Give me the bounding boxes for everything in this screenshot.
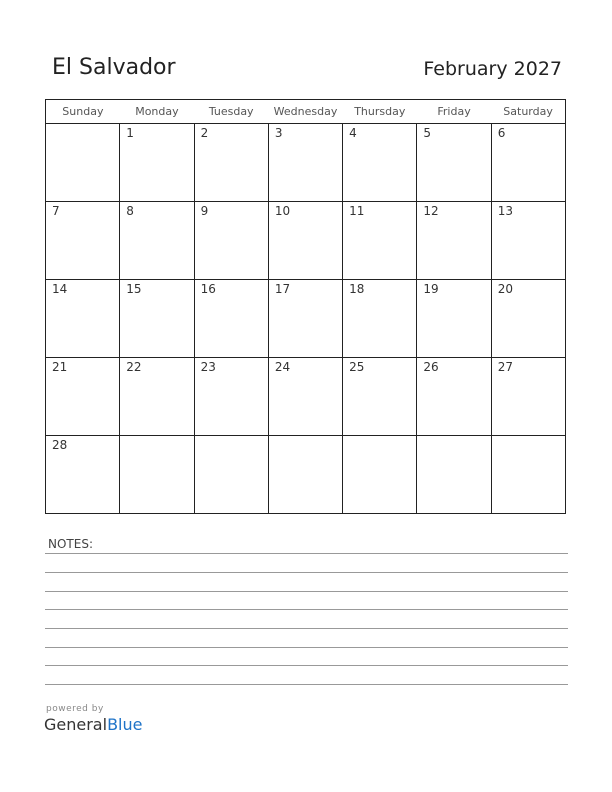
day-cell [194,358,268,436]
day-number: 5 [423,126,432,140]
day-number: 26 [423,360,439,374]
note-line [45,665,568,666]
day-cell [46,202,120,280]
day-number: 28 [52,438,68,452]
day-cell [268,358,342,436]
day-number: 9 [200,204,209,218]
day-number: 19 [423,282,439,296]
day-number: 10 [274,204,291,218]
day-number: 16 [200,282,216,296]
month-title: February 2027 [423,58,562,80]
day-number: 14 [52,282,68,296]
day-cell [343,124,417,202]
weekday-header-row [46,100,566,124]
day-cell [268,436,342,514]
day-cell [194,124,268,202]
day-cell [120,280,194,358]
notes-label: NOTES: [48,537,93,551]
week-row [46,358,566,436]
day-cell [120,436,194,514]
day-number: 20 [497,282,513,296]
brand-general: General [44,715,108,734]
note-line [45,684,568,685]
week-row [46,436,566,514]
day-cell [343,358,417,436]
note-line [45,628,568,629]
day-cell [194,436,268,514]
note-line [45,553,568,554]
day-cell [417,280,491,358]
weekday-header: Tuesday [194,100,268,124]
day-cell [46,124,120,202]
day-cell [268,202,342,280]
day-number: 8 [126,204,134,218]
day-cell [417,436,491,514]
day-cell [268,280,342,358]
day-cell [491,202,565,280]
day-cell [491,436,565,514]
weekday-header: Sunday [46,100,120,124]
day-number: 25 [349,360,365,374]
day-number: 27 [497,360,513,374]
day-cell [491,280,565,358]
weekday-header: Wednesday [268,100,342,124]
day-cell [194,280,268,358]
brand-logo [44,715,142,734]
weekday-header: Friday [417,100,491,124]
day-number: 4 [349,126,357,140]
day-number: 11 [349,204,365,218]
day-number: 13 [497,204,513,218]
week-row [46,124,566,202]
day-number: 3 [274,126,283,140]
day-cell [491,124,565,202]
calendar-grid [45,99,566,514]
week-row [46,280,566,358]
country-title: El Salvador [52,55,176,80]
day-cell [46,436,120,514]
day-cell [268,124,342,202]
day-number: 15 [126,282,142,296]
day-cell [491,358,565,436]
day-number: 17 [274,282,291,296]
day-number: 7 [52,204,60,218]
note-line [45,572,568,573]
day-cell [417,124,491,202]
day-number: 23 [200,360,216,374]
day-cell [120,358,194,436]
day-cell [120,124,194,202]
day-cell [343,280,417,358]
day-cell [417,358,491,436]
day-number: 2 [200,126,209,140]
brand-blue: Blue [107,715,143,734]
day-cell [194,202,268,280]
day-number: 21 [52,360,68,374]
day-number: 22 [126,360,142,374]
day-number: 18 [349,282,365,296]
day-number: 1 [126,126,134,140]
powered-by-text: powered by [46,704,104,714]
day-cell [120,202,194,280]
day-cell [343,436,417,514]
note-line [45,609,568,610]
week-row [46,202,566,280]
day-number: 12 [423,204,439,218]
day-cell [46,358,120,436]
day-number: 24 [274,360,291,374]
weekday-header: Thursday [343,100,417,124]
day-cell [417,202,491,280]
day-cell [343,202,417,280]
weekday-header: Saturday [491,100,565,124]
note-line [45,647,568,648]
weekday-header: Monday [120,100,194,124]
footer-branding [44,704,142,734]
note-line [45,591,568,592]
day-number: 6 [497,126,506,140]
day-cell [46,280,120,358]
